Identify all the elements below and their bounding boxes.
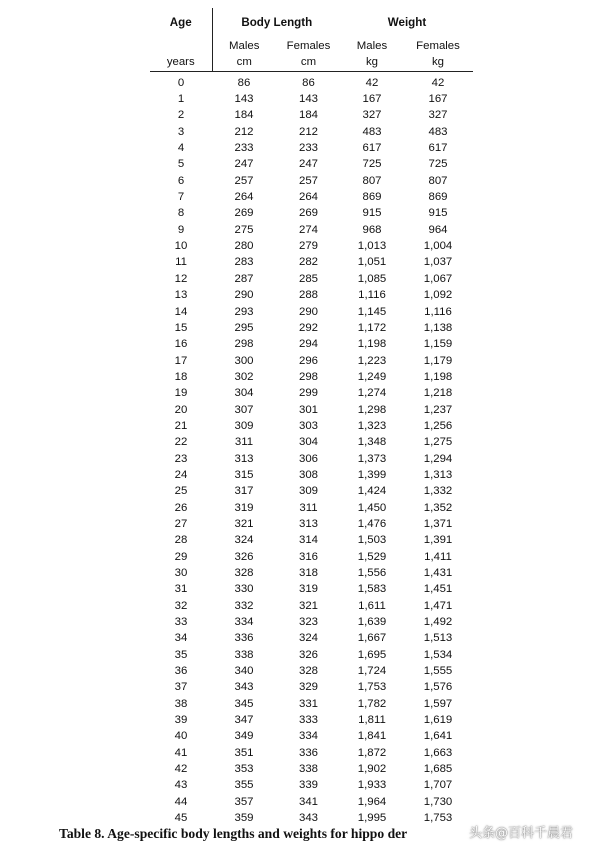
age-cell: 17 bbox=[174, 354, 188, 367]
length-females-cell: 298 bbox=[298, 370, 318, 383]
table-body bbox=[150, 71, 473, 826]
length-females-cell: 86 bbox=[302, 76, 315, 89]
length-males-cell: 353 bbox=[234, 763, 254, 776]
length-females-cell: 269 bbox=[298, 207, 318, 220]
table-row bbox=[150, 663, 473, 679]
length-females-cell: 233 bbox=[298, 142, 318, 155]
length-males-cell: 357 bbox=[234, 795, 254, 808]
age-cell: 13 bbox=[174, 289, 188, 302]
weight-females-cell: 42 bbox=[431, 76, 445, 89]
length-females-unit: cm bbox=[276, 54, 341, 71]
weight-males-cell: 1,724 bbox=[357, 665, 387, 678]
length-males-cell: 247 bbox=[234, 158, 254, 171]
weight-males-cell: 1,051 bbox=[357, 256, 387, 269]
length-males-cell: 311 bbox=[234, 436, 254, 449]
table-row bbox=[150, 369, 473, 385]
length-females-cell: 311 bbox=[299, 501, 318, 514]
table-row bbox=[150, 679, 473, 695]
age-cell: 20 bbox=[174, 403, 188, 416]
table-row bbox=[150, 712, 473, 728]
table-row bbox=[150, 91, 473, 107]
length-males-cell: 330 bbox=[234, 583, 254, 596]
age-cell: 5 bbox=[177, 158, 185, 171]
length-males-cell: 336 bbox=[234, 632, 254, 645]
table-row bbox=[150, 451, 473, 467]
age-cell: 38 bbox=[174, 697, 188, 710]
table-row bbox=[150, 500, 473, 516]
weight-males-cell: 1,611 bbox=[358, 599, 386, 612]
weight-males-cell: 915 bbox=[362, 207, 382, 220]
length-males-cell: 280 bbox=[234, 240, 254, 253]
length-males-cell: 349 bbox=[234, 730, 254, 743]
length-males-cell: 269 bbox=[234, 207, 254, 220]
length-females-cell: 184 bbox=[298, 109, 318, 122]
weight-males-cell: 1,902 bbox=[357, 763, 387, 776]
weight-males-cell: 1,529 bbox=[357, 550, 387, 563]
length-males-cell: 293 bbox=[234, 305, 254, 318]
weight-males-cell: 617 bbox=[362, 142, 382, 155]
table-row bbox=[150, 647, 473, 663]
weight-females-cell: 1,352 bbox=[423, 501, 453, 514]
weight-males-cell: 968 bbox=[362, 223, 382, 236]
weight-males-cell: 1,450 bbox=[357, 501, 387, 514]
weight-males-cell: 1,373 bbox=[357, 452, 387, 465]
age-cell: 21 bbox=[174, 419, 188, 432]
weight-males-cell: 1,841 bbox=[357, 730, 387, 743]
weight-males-cell: 1,639 bbox=[357, 616, 387, 629]
length-males-cell: 233 bbox=[234, 142, 254, 155]
length-females-cell: 294 bbox=[298, 338, 318, 351]
weight-males-cell: 1,085 bbox=[357, 272, 387, 285]
length-males-cell: 340 bbox=[234, 665, 254, 678]
length-females-cell: 301 bbox=[298, 403, 318, 416]
length-females-cell: 264 bbox=[298, 191, 318, 204]
length-males-header: Males bbox=[229, 40, 260, 52]
table-row bbox=[150, 140, 473, 156]
length-males-cell: 257 bbox=[234, 174, 254, 187]
table-caption: Table 8. Age-specific body lengths and weights for hippo der bbox=[59, 826, 408, 841]
age-cell: 10 bbox=[174, 240, 188, 253]
length-females-cell: 328 bbox=[298, 665, 318, 678]
table-row bbox=[150, 205, 473, 221]
age-cell: 41 bbox=[174, 746, 188, 759]
length-females-cell: 279 bbox=[298, 240, 318, 253]
length-males-cell: 287 bbox=[234, 272, 254, 285]
weight-males-header: Males bbox=[356, 40, 388, 52]
weight-males-cell: 1,323 bbox=[357, 419, 387, 432]
table-row bbox=[150, 516, 473, 532]
length-females-cell: 285 bbox=[298, 272, 318, 285]
weight-males-cell: 1,964 bbox=[357, 795, 387, 808]
length-males-cell: 290 bbox=[234, 289, 254, 302]
length-females-header: Females bbox=[286, 40, 331, 52]
age-cell: 22 bbox=[174, 436, 188, 449]
weight-females-cell: 1,619 bbox=[423, 714, 453, 727]
weight-females-cell: 807 bbox=[428, 174, 448, 187]
weight-males-cell: 327 bbox=[362, 109, 382, 122]
length-males-cell: 345 bbox=[234, 697, 254, 710]
age-cell: 18 bbox=[174, 370, 188, 383]
weight-females-cell: 1,004 bbox=[423, 240, 453, 253]
length-females-cell: 143 bbox=[298, 93, 318, 106]
age-cell: 9 bbox=[177, 223, 185, 236]
length-males-cell: 283 bbox=[234, 256, 254, 269]
age-cell: 7 bbox=[177, 191, 185, 204]
weight-females-cell: 1,092 bbox=[423, 289, 453, 302]
table-row bbox=[150, 761, 473, 777]
length-females-cell: 257 bbox=[298, 174, 318, 187]
weight-header: Weight bbox=[387, 15, 427, 29]
table-row bbox=[150, 434, 473, 450]
weight-females-cell: 1,198 bbox=[423, 370, 453, 383]
table-row bbox=[150, 107, 473, 123]
length-males-cell: 309 bbox=[234, 419, 254, 432]
weight-males-cell: 807 bbox=[362, 174, 382, 187]
age-cell: 15 bbox=[174, 321, 188, 334]
age-cell: 28 bbox=[174, 534, 188, 547]
table-row bbox=[150, 483, 473, 499]
length-males-cell: 317 bbox=[234, 485, 254, 498]
length-males-cell: 300 bbox=[234, 354, 254, 367]
age-cell: 44 bbox=[174, 795, 188, 808]
length-females-cell: 274 bbox=[298, 223, 318, 236]
table-row bbox=[150, 238, 473, 254]
length-males-cell: 343 bbox=[234, 681, 254, 694]
length-males-cell: 324 bbox=[234, 534, 254, 547]
length-females-cell: 338 bbox=[298, 763, 318, 776]
weight-females-cell: 1,138 bbox=[423, 321, 453, 334]
weight-females-cell: 1,218 bbox=[423, 387, 453, 400]
age-cell: 29 bbox=[174, 550, 188, 563]
table-row bbox=[150, 418, 473, 434]
length-males-cell: 351 bbox=[234, 746, 254, 759]
length-females-cell: 212 bbox=[298, 125, 318, 138]
length-females-cell: 299 bbox=[298, 387, 318, 400]
age-cell: 4 bbox=[177, 142, 185, 155]
age-cell: 30 bbox=[174, 567, 188, 579]
length-males-unit: cm bbox=[212, 54, 276, 71]
hippo-body-table bbox=[150, 8, 473, 827]
weight-females-cell: 1,492 bbox=[423, 616, 453, 629]
length-males-cell: 304 bbox=[234, 387, 254, 400]
weight-females-header: Females bbox=[416, 40, 460, 52]
table-row bbox=[150, 614, 473, 630]
age-cell: 0 bbox=[177, 76, 185, 89]
table-row bbox=[150, 304, 473, 320]
weight-males-cell: 1,503 bbox=[357, 534, 387, 547]
age-cell: 23 bbox=[174, 452, 188, 465]
weight-females-cell: 1,294 bbox=[423, 452, 453, 465]
weight-males-cell: 1,583 bbox=[357, 583, 387, 596]
age-cell: 8 bbox=[177, 207, 185, 220]
age-cell: 2 bbox=[177, 109, 185, 122]
weight-males-cell: 483 bbox=[362, 125, 382, 138]
length-males-cell: 298 bbox=[234, 338, 254, 351]
length-males-cell: 313 bbox=[234, 452, 254, 465]
age-cell: 3 bbox=[177, 125, 185, 138]
age-cell: 32 bbox=[174, 599, 188, 612]
weight-males-cell: 1,782 bbox=[357, 697, 387, 710]
weight-females-cell: 1,685 bbox=[423, 763, 453, 776]
length-females-cell: 314 bbox=[298, 534, 318, 547]
length-females-cell: 313 bbox=[298, 517, 318, 530]
weight-males-cell: 1,274 bbox=[357, 387, 387, 400]
weight-males-cell: 1,556 bbox=[357, 567, 387, 579]
table-row bbox=[150, 320, 473, 336]
table-row bbox=[150, 222, 473, 238]
age-cell: 25 bbox=[174, 485, 188, 498]
weight-males-cell: 1,172 bbox=[357, 321, 387, 334]
weight-males-cell: 42 bbox=[365, 76, 379, 89]
weight-females-cell: 1,313 bbox=[423, 468, 453, 481]
weight-females-cell: 1,159 bbox=[423, 338, 453, 351]
table-row bbox=[150, 385, 473, 401]
length-males-cell: 319 bbox=[234, 501, 254, 514]
weight-females-cell: 1,116 bbox=[424, 305, 452, 318]
length-females-cell: 306 bbox=[298, 452, 318, 465]
age-cell: 42 bbox=[174, 763, 188, 776]
table-row bbox=[150, 745, 473, 761]
age-cell: 11 bbox=[175, 256, 187, 269]
weight-females-cell: 1,067 bbox=[423, 272, 453, 285]
age-cell: 34 bbox=[174, 632, 188, 645]
data-table-container bbox=[150, 8, 473, 827]
weight-females-cell: 1,275 bbox=[423, 436, 453, 449]
length-males-cell: 328 bbox=[234, 567, 254, 579]
weight-females-cell: 869 bbox=[428, 191, 448, 204]
table-row bbox=[150, 696, 473, 712]
length-females-cell: 339 bbox=[298, 779, 318, 792]
length-males-cell: 334 bbox=[234, 616, 254, 629]
weight-females-cell: 1,663 bbox=[423, 746, 453, 759]
weight-females-cell: 1,641 bbox=[423, 730, 453, 743]
weight-females-cell: 1,576 bbox=[423, 681, 453, 694]
table-row bbox=[150, 532, 473, 548]
table-row bbox=[150, 598, 473, 614]
age-cell: 14 bbox=[174, 305, 188, 318]
weight-males-cell: 1,695 bbox=[357, 648, 387, 661]
table-row bbox=[150, 353, 473, 369]
length-males-cell: 315 bbox=[234, 468, 254, 481]
table-row bbox=[150, 271, 473, 287]
weight-males-cell: 1,933 bbox=[357, 779, 387, 792]
length-males-cell: 338 bbox=[234, 648, 254, 661]
table-row bbox=[150, 565, 473, 581]
weight-females-cell: 1,730 bbox=[423, 795, 453, 808]
weight-males-cell: 1,995 bbox=[357, 812, 387, 825]
length-females-cell: 308 bbox=[298, 468, 318, 481]
age-cell: 37 bbox=[174, 681, 188, 694]
table-row bbox=[150, 189, 473, 205]
age-cell: 40 bbox=[174, 730, 188, 743]
length-females-cell: 321 bbox=[298, 599, 318, 612]
length-females-cell: 341 bbox=[298, 795, 318, 808]
table-row bbox=[150, 156, 473, 172]
weight-males-cell: 1,145 bbox=[357, 305, 387, 318]
weight-females-cell: 1,179 bbox=[423, 354, 453, 367]
length-females-cell: 316 bbox=[298, 550, 318, 563]
weight-males-cell: 725 bbox=[362, 158, 382, 171]
length-females-cell: 331 bbox=[298, 697, 318, 710]
weight-females-cell: 1,256 bbox=[423, 419, 453, 432]
length-males-cell: 86 bbox=[237, 76, 251, 89]
age-header: Age bbox=[150, 8, 212, 38]
weight-females-cell: 1,391 bbox=[423, 534, 453, 547]
weight-females-cell: 1,037 bbox=[423, 256, 453, 269]
table-row bbox=[150, 630, 473, 646]
table-row bbox=[150, 581, 473, 597]
length-females-cell: 336 bbox=[298, 746, 318, 759]
table-row bbox=[150, 777, 473, 793]
weight-females-unit: kg bbox=[403, 54, 473, 71]
weight-females-cell: 1,753 bbox=[423, 812, 453, 825]
watermark-text: 头条@百科千晨君 bbox=[468, 826, 573, 841]
age-cell: 43 bbox=[174, 779, 188, 792]
length-females-cell: 304 bbox=[298, 436, 318, 449]
weight-females-cell: 1,555 bbox=[423, 665, 453, 678]
table-row bbox=[150, 173, 473, 189]
weight-females-cell: 1,451 bbox=[423, 583, 453, 596]
body-length-header: Body Length bbox=[241, 15, 313, 29]
table-row bbox=[150, 794, 473, 810]
length-males-cell: 275 bbox=[234, 223, 254, 236]
table-row bbox=[150, 402, 473, 418]
weight-females-cell: 915 bbox=[428, 207, 448, 220]
age-subheader-blank bbox=[150, 38, 212, 54]
weight-females-cell: 1,534 bbox=[423, 648, 453, 661]
table-row bbox=[150, 71, 473, 91]
weight-males-cell: 869 bbox=[362, 191, 382, 204]
weight-females-cell: 483 bbox=[428, 125, 448, 138]
length-females-cell: 296 bbox=[298, 354, 318, 367]
weight-males-cell: 1,116 bbox=[358, 289, 386, 302]
length-males-cell: 143 bbox=[234, 93, 254, 106]
length-females-cell: 303 bbox=[298, 419, 318, 432]
length-males-cell: 212 bbox=[234, 125, 254, 138]
table-row bbox=[150, 549, 473, 565]
table-row bbox=[150, 336, 473, 352]
length-males-cell: 332 bbox=[234, 599, 254, 612]
length-females-cell: 334 bbox=[298, 730, 318, 743]
weight-females-cell: 1,513 bbox=[423, 632, 453, 645]
weight-males-cell: 1,811 bbox=[358, 714, 386, 727]
weight-females-cell: 1,431 bbox=[423, 567, 453, 579]
weight-males-cell: 1,424 bbox=[357, 485, 387, 498]
age-cell: 1 bbox=[177, 93, 185, 106]
weight-females-cell: 617 bbox=[428, 142, 448, 155]
weight-males-cell: 1,249 bbox=[357, 370, 387, 383]
length-females-cell: 323 bbox=[298, 616, 318, 629]
weight-females-cell: 1,371 bbox=[423, 517, 453, 530]
weight-females-cell: 725 bbox=[428, 158, 448, 171]
age-cell: 26 bbox=[174, 501, 188, 514]
age-cell: 24 bbox=[174, 468, 188, 481]
weight-females-cell: 964 bbox=[428, 223, 448, 236]
weight-females-cell: 1,597 bbox=[423, 697, 453, 710]
table-row bbox=[150, 467, 473, 483]
length-females-cell: 290 bbox=[298, 305, 318, 318]
weight-females-cell: 1,471 bbox=[423, 599, 453, 612]
weight-females-cell: 1,332 bbox=[423, 485, 453, 498]
length-males-cell: 184 bbox=[234, 109, 254, 122]
length-females-cell: 326 bbox=[298, 648, 318, 661]
weight-males-cell: 1,753 bbox=[357, 681, 387, 694]
weight-females-cell: 167 bbox=[428, 93, 448, 106]
weight-females-cell: 1,411 bbox=[424, 550, 452, 563]
length-males-cell: 355 bbox=[234, 779, 254, 792]
age-cell: 6 bbox=[177, 174, 185, 187]
length-females-cell: 282 bbox=[298, 256, 318, 269]
table-row bbox=[150, 124, 473, 140]
weight-males-cell: 1,298 bbox=[357, 403, 387, 416]
age-cell: 33 bbox=[174, 616, 188, 629]
age-cell: 36 bbox=[174, 665, 188, 678]
length-females-cell: 319 bbox=[298, 583, 318, 596]
length-females-cell: 333 bbox=[298, 714, 318, 727]
age-unit-header: years bbox=[150, 54, 212, 71]
table-row bbox=[150, 810, 473, 826]
table-row bbox=[150, 254, 473, 270]
weight-females-cell: 1,237 bbox=[423, 403, 453, 416]
length-females-cell: 288 bbox=[298, 289, 318, 302]
length-females-cell: 247 bbox=[298, 158, 318, 171]
age-cell: 27 bbox=[174, 517, 188, 530]
length-females-cell: 329 bbox=[298, 681, 318, 694]
age-cell: 19 bbox=[174, 387, 188, 400]
length-females-cell: 324 bbox=[298, 632, 318, 645]
weight-males-cell: 1,399 bbox=[357, 468, 387, 481]
length-females-cell: 292 bbox=[298, 321, 318, 334]
age-cell: 45 bbox=[174, 812, 188, 825]
age-cell: 35 bbox=[174, 648, 188, 661]
weight-males-cell: 1,476 bbox=[357, 517, 387, 530]
length-males-cell: 264 bbox=[234, 191, 254, 204]
weight-males-cell: 1,013 bbox=[357, 240, 387, 253]
weight-females-cell: 1,707 bbox=[423, 779, 453, 792]
weight-males-cell: 167 bbox=[362, 93, 382, 106]
age-cell: 39 bbox=[174, 714, 188, 727]
age-cell: 31 bbox=[174, 583, 188, 596]
weight-males-unit: kg bbox=[341, 54, 403, 71]
length-males-cell: 347 bbox=[234, 714, 254, 727]
age-cell: 12 bbox=[174, 272, 188, 285]
weight-females-cell: 327 bbox=[428, 109, 448, 122]
table-row bbox=[150, 728, 473, 744]
weight-males-cell: 1,223 bbox=[357, 354, 387, 367]
length-males-cell: 326 bbox=[234, 550, 254, 563]
age-cell: 16 bbox=[174, 338, 188, 351]
length-females-cell: 318 bbox=[298, 567, 318, 579]
length-males-cell: 307 bbox=[234, 403, 254, 416]
length-females-cell: 309 bbox=[298, 485, 318, 498]
weight-males-cell: 1,348 bbox=[357, 436, 387, 449]
weight-males-cell: 1,872 bbox=[357, 746, 387, 759]
weight-males-cell: 1,198 bbox=[357, 338, 387, 351]
length-males-cell: 321 bbox=[234, 517, 254, 530]
length-males-cell: 359 bbox=[234, 812, 254, 825]
length-males-cell: 302 bbox=[234, 370, 254, 383]
length-males-cell: 295 bbox=[234, 321, 254, 334]
weight-males-cell: 1,667 bbox=[357, 632, 387, 645]
table-row bbox=[150, 287, 473, 303]
length-females-cell: 343 bbox=[298, 812, 318, 825]
